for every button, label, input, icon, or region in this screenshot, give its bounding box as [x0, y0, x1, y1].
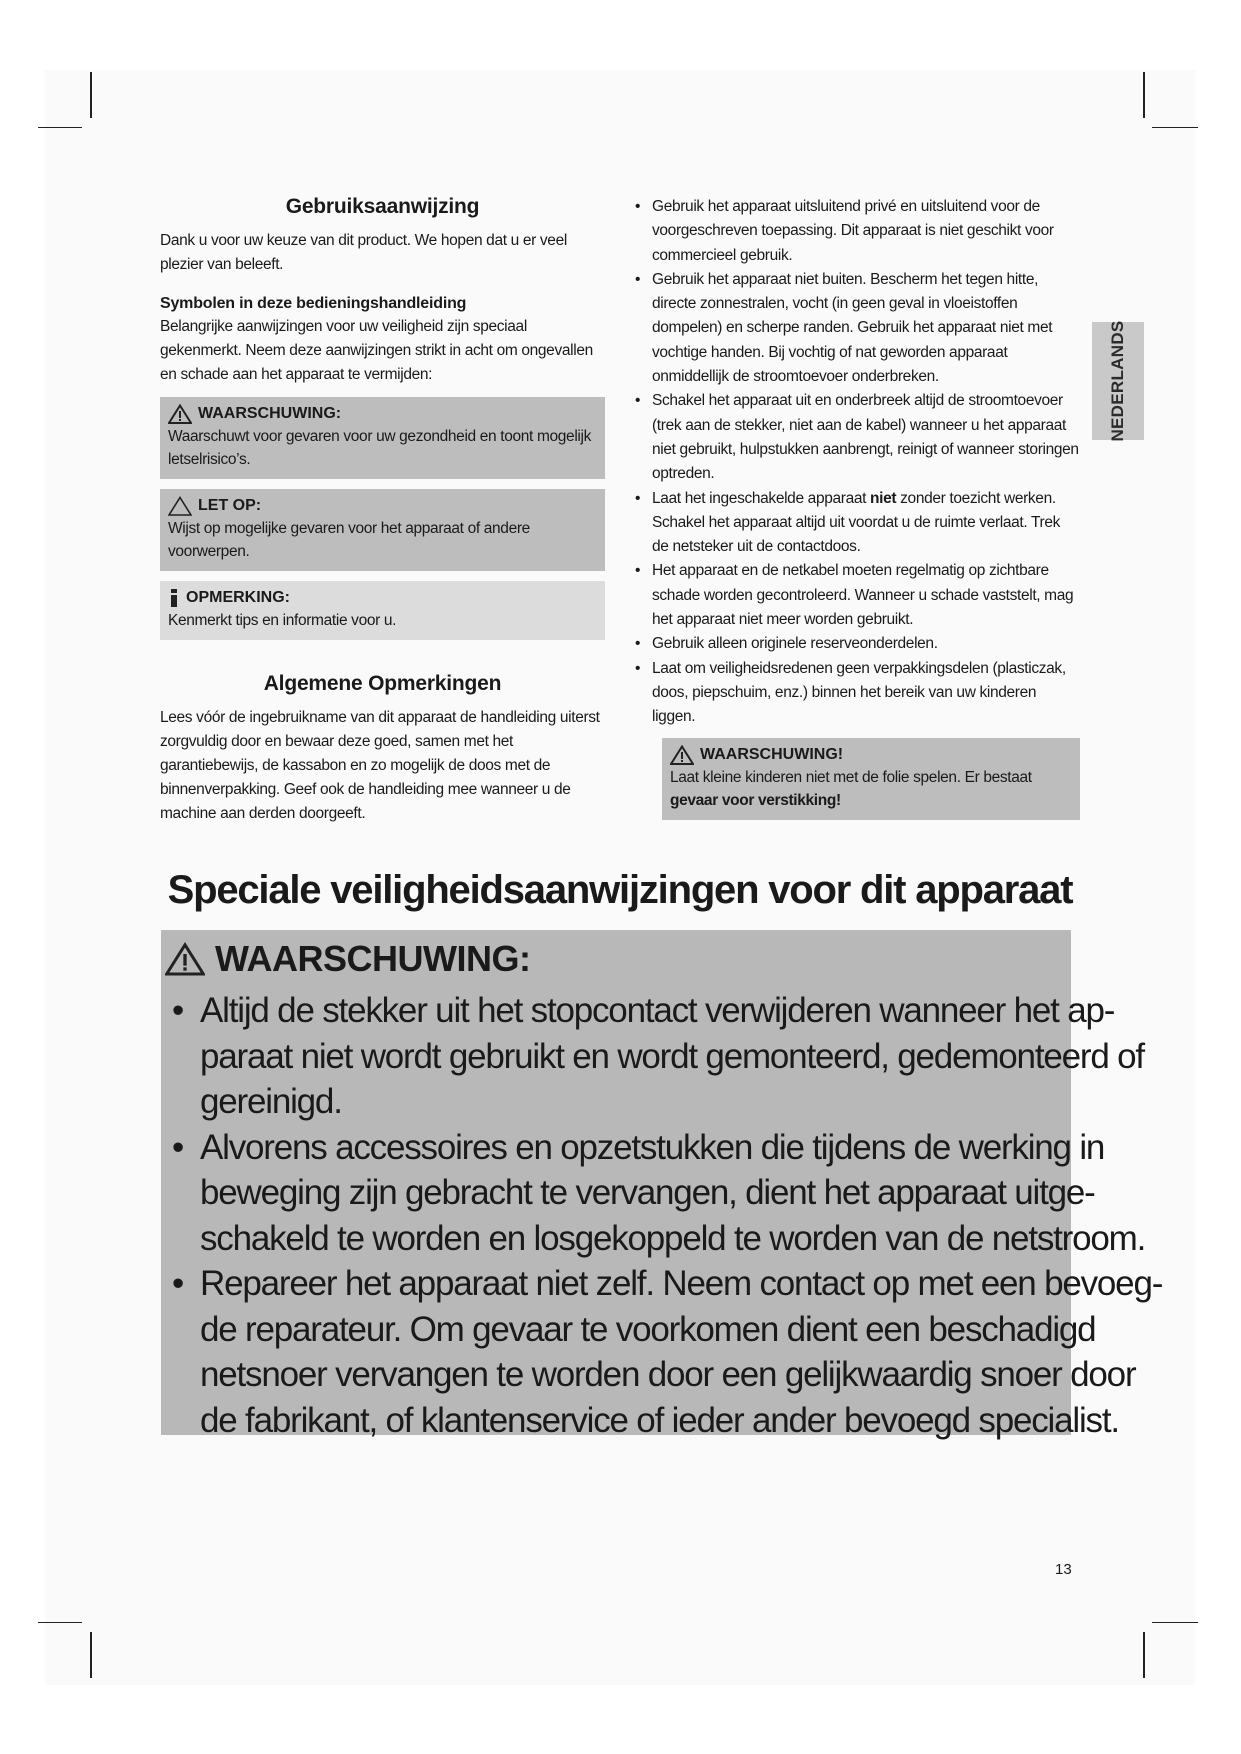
suffocation-warning-box	[662, 738, 1080, 820]
bullet-dot: •	[172, 1127, 184, 1167]
bullet-dot: •	[635, 198, 641, 215]
crop-mark-top-right-v	[1143, 72, 1145, 118]
special-safety-heading: Speciale veiligheidsaanwijzingen voor dit apparaat	[167, 868, 1073, 912]
crop-mark-top-left-v	[90, 72, 92, 118]
left-column	[160, 195, 605, 826]
caution-box	[160, 489, 605, 571]
bullet-dot: •	[172, 991, 184, 1030]
safety-list	[630, 195, 1080, 730]
bullet-dot: •	[635, 659, 641, 677]
intro-text: Dank u voor uw keuze van dit product. We hopen dat u er veel plezier van beleeft.	[160, 232, 567, 273]
warning-box-title: WAARSCHUWING:	[198, 405, 342, 422]
caution-box-text: Wijst op mogelijke gevaren voor het apparaat of andere voorwerpen.	[168, 520, 530, 560]
note-box	[160, 581, 605, 640]
note-box-title: OPMERKING:	[186, 589, 290, 606]
crop-mark-bottom-right-v	[1143, 1632, 1145, 1678]
general-title: Algemene Opmerkingen	[263, 672, 502, 695]
page-number: 13	[1055, 1561, 1072, 1578]
list-item: • Het apparaat en de netkabel moeten regelmatig op zichtbare schade worden gecontroleerd. Wanneer u schade vaststelt, mag het apparaat niet meer worden gebruikt.	[630, 559, 1080, 632]
general-text: Lees vóór de ingebruikname van dit apparaat de handleiding uiterst zorgvuldig door en bewaar deze goed, samen met het garantiebewijs, de kassabon en zo mogelijk de doos met de binnenverpakking. Geef ook de handleiding mee wanneer u de machine aan derden doorgeeft.	[160, 709, 600, 822]
special-warning-box	[161, 930, 1163, 1440]
symbols-text: Belangrijke aanwijzingen voor uw veiligheid zijn speciaal gekenmerkt. Neem deze aanwijzingen strikt in acht om ongevallen en schade aan het apparaat te vermijden:	[160, 318, 593, 383]
manual-title: Gebruiksaanwijzing	[285, 195, 480, 218]
language-tab-label: NEDERLANDS	[1108, 320, 1127, 442]
special-warning-list	[165, 988, 1163, 1443]
list-item: • Laat om veiligheidsredenen geen verpakkingsdelen (plasticzak, doos, piepschuim, enz.) binnen het bereik van uw kinderen liggen.	[630, 657, 1080, 730]
right-column	[630, 195, 1080, 820]
list-item: • Gebruik het apparaat niet buiten. Bescherm het tegen hitte, directe zonnestralen, vocht (in geen geval in vloeistoffen dompelen) en scherpe randen. Gebruik het apparaat niet met vochtige handen. Bij vochtig of nat geworden apparaat onmiddellijk de stroomtoevoer onderbreken.	[630, 268, 1080, 389]
crop-mark-top-right-h	[1152, 127, 1198, 128]
language-tab	[1092, 322, 1144, 440]
info-icon	[168, 588, 180, 608]
crop-mark-bottom-left-v	[90, 1632, 92, 1678]
caution-box-title: LET OP:	[198, 497, 262, 514]
bullet-dot: •	[635, 392, 641, 410]
crop-mark-bottom-left-h	[38, 1622, 82, 1623]
caution-triangle-icon	[168, 496, 192, 516]
note-box-text: Kenmerkt tips en informatie voor u.	[168, 612, 397, 629]
suffocation-warning-title: WAARSCHUWING!	[700, 745, 844, 763]
warning-box-text: Waarschuwt voor gevaren voor uw gezondheid en toont mogelijk letselrisico’s.	[168, 428, 592, 468]
list-item: • Altijd de stekker uit het stopcontact verwijderen wanneer het ap- paraat niet wordt gebruikt en wordt gemonteerd, gedemonteerd of gereinigd.	[165, 988, 1071, 1125]
suffocation-warning-text: Laat kleine kinderen niet met de folie spelen. Er bestaat gevaar voor verstikking!	[670, 768, 1032, 809]
list-item: • Laat het ingeschakelde apparaat niet zonder toezicht werken. Schakel het apparaat altijd uit voordat u de ruimte verlaat. Trek de netsteker uit de contactdoos.	[630, 487, 1080, 560]
warning-triangle-icon	[165, 942, 205, 976]
warning-box	[160, 397, 605, 479]
special-warning-title: WAARSCHUWING:	[215, 938, 531, 979]
list-item: • Alvorens accessoires en opzetstukken die tijdens de werking in beweging zijn gebracht te vervangen, dient het apparaat uitge- schakeld te worden en losgekoppeld te worden van de netstroom.	[165, 1125, 1071, 1262]
symbols-heading: Symbolen in deze bedieningshandleiding	[160, 295, 467, 312]
list-item: • Schakel het apparaat uit en onderbreek altijd de stroomtoevoer (trek aan de stekker, niet aan de kabel) wanneer u het apparaat niet gebruikt, hulpstukken aanbrengt, reinigt of wanneer storingen optreden.	[630, 389, 1080, 486]
warning-triangle-icon	[670, 745, 694, 765]
warning-triangle-icon	[168, 404, 192, 424]
crop-mark-top-left-h	[38, 127, 82, 128]
list-item: • Repareer het apparaat niet zelf. Neem contact op met een bevoeg- de reparateur. Om gevaar te voorkomen dient een beschadigd netsnoer vervangen te worden door een gelijkwaardig snoer door de fabrikant, of klantenservice of ieder ander bevoegd specialist.	[165, 1261, 1071, 1443]
crop-mark-bottom-right-h	[1152, 1622, 1198, 1623]
bullet-dot: •	[635, 489, 641, 507]
bullet-dot: •	[635, 270, 641, 288]
list-item: • Gebruik alleen originele reserveonderdelen.	[630, 632, 1080, 656]
bullet-dot: •	[172, 1264, 184, 1303]
bullet-dot: •	[635, 562, 641, 580]
list-item: • Gebruik het apparaat uitsluitend privé en uitsluitend voor de voorgeschreven toepassing. Dit apparaat is niet geschikt voor commercieel gebruik.	[630, 195, 1080, 268]
bullet-dot: •	[635, 635, 641, 653]
